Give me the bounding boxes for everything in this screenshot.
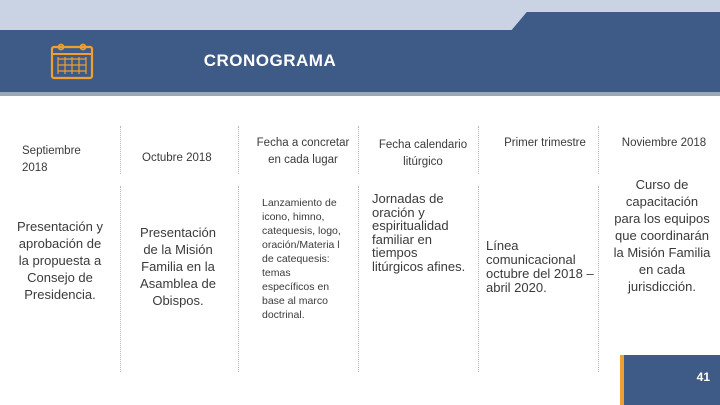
column-divider [478, 126, 479, 174]
column-divider [238, 186, 239, 372]
column-4-header: Fecha calendario litúrgico [378, 139, 468, 168]
column-4-body: Jornadas de oración y espiritualidad familiar en tiempos litúrgicos afines. [372, 191, 466, 274]
column-2-body: Presentación de la Misión Familia en la Asamblea de Obispos. [140, 225, 216, 308]
column-divider [238, 126, 239, 174]
column-6-body: Curso de capacitación para los equipos que coordinarán la Misión Familia en cada jurisdicción. [613, 177, 711, 294]
page-number: 41 [696, 370, 710, 384]
column-2-header: Octubre 2018 [142, 152, 212, 164]
column-divider [598, 186, 599, 372]
page-number-accent [620, 355, 624, 405]
calendar-icon [50, 42, 94, 80]
column-1-header: Septiembre 2018 [22, 145, 81, 174]
column-3-header: Fecha a concretar en cada lugar [256, 137, 350, 166]
column-divider [120, 126, 121, 174]
column-5-header: Primer trimestre [504, 137, 586, 149]
page-title: CRONOGRAMA [203, 51, 337, 70]
column-divider [358, 126, 359, 174]
column-1-body: Presentación y aprobación de la propuesta a Consejo de Presidencia. [17, 219, 103, 302]
column-divider [598, 126, 599, 174]
column-divider [478, 186, 479, 372]
header-band-shadow [0, 92, 720, 96]
column-divider [120, 186, 121, 372]
column-5-body: Línea comunicacional octubre del 2018 – abril 2020. [486, 238, 594, 295]
header-band-dark-tab [510, 12, 720, 32]
column-6-header: Noviembre 2018 [621, 137, 707, 149]
column-3-body: Lanzamiento de icono, himno, catequesis, logo, oración/Materia l de catequesis: temas específicos en base al marco doctrinal. [262, 197, 341, 321]
column-divider [358, 186, 359, 372]
